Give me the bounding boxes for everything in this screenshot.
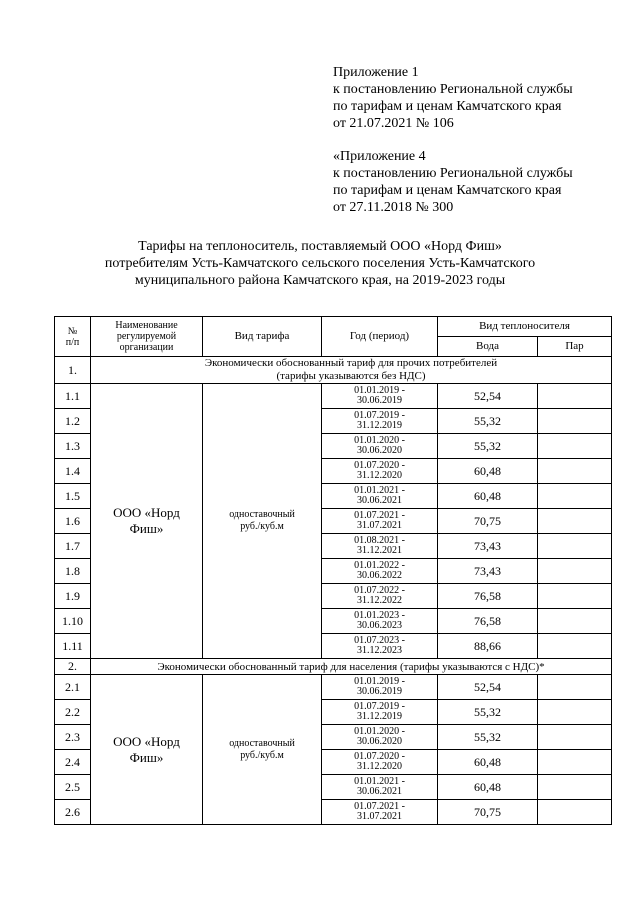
water-tariff-value: 55,32 bbox=[438, 434, 538, 459]
period-cell bbox=[322, 384, 438, 409]
water-tariff-value: 76,58 bbox=[438, 584, 538, 609]
period-cell bbox=[322, 725, 438, 750]
period-to: 31.12.2023 bbox=[357, 645, 402, 656]
title-line: муниципального района Камчатского края, на 2019-2023 годы bbox=[134, 273, 506, 288]
appendix-1-line: от 21.07.2021 № 106 bbox=[333, 116, 454, 131]
period-from: 01.08.2021 - bbox=[354, 535, 405, 546]
steam-tariff-value bbox=[538, 584, 612, 609]
appendix-4-line: к постановлению Региональной службы bbox=[333, 166, 573, 181]
steam-tariff-value bbox=[538, 609, 612, 634]
period-to: 30.06.2022 bbox=[357, 570, 402, 581]
water-tariff-value: 76,58 bbox=[438, 609, 538, 634]
organization-cell bbox=[91, 384, 203, 659]
period-from: 01.01.2020 - bbox=[354, 726, 405, 737]
period-cell bbox=[322, 750, 438, 775]
period-to: 31.12.2021 bbox=[357, 545, 402, 556]
row-num: 1.3 bbox=[55, 434, 91, 459]
row-num: 1.2 bbox=[55, 409, 91, 434]
water-tariff-value: 70,75 bbox=[438, 800, 538, 825]
tariff-unit-line: руб./куб.м bbox=[240, 749, 284, 761]
org-name-line: Фиш» bbox=[129, 749, 164, 765]
row-num: 2.3 bbox=[55, 725, 91, 750]
water-tariff-value: 55,32 bbox=[438, 700, 538, 725]
period-to: 30.06.2020 bbox=[357, 445, 402, 456]
water-tariff-value: 70,75 bbox=[438, 509, 538, 534]
steam-tariff-value bbox=[538, 484, 612, 509]
period-from: 01.01.2019 - bbox=[354, 676, 405, 687]
steam-tariff-value bbox=[538, 559, 612, 584]
period-from: 01.01.2021 - bbox=[354, 485, 405, 496]
period-cell bbox=[322, 634, 438, 659]
period-cell bbox=[322, 775, 438, 800]
header-period: Год (период) bbox=[322, 317, 438, 357]
period-from: 01.01.2019 - bbox=[354, 385, 405, 396]
appendix-4-line: «Приложение 4 bbox=[333, 149, 426, 164]
period-to: 31.12.2020 bbox=[357, 470, 402, 481]
organization-cell bbox=[91, 675, 203, 825]
period-to: 31.12.2019 bbox=[357, 420, 402, 431]
steam-tariff-value bbox=[538, 409, 612, 434]
water-tariff-value: 60,48 bbox=[438, 750, 538, 775]
period-to: 31.12.2022 bbox=[357, 595, 402, 606]
row-num: 1.5 bbox=[55, 484, 91, 509]
section-2-title: Экономически обоснованный тариф для населения (тарифы указываются с НДС)* bbox=[91, 659, 612, 675]
appendix-4-block bbox=[333, 148, 633, 216]
tariff-unit-line: руб./куб.м bbox=[240, 521, 284, 532]
period-cell bbox=[322, 675, 438, 700]
tariff-kind-cell bbox=[203, 675, 322, 825]
water-tariff-value: 60,48 bbox=[438, 459, 538, 484]
table-row bbox=[55, 675, 612, 700]
period-cell bbox=[322, 409, 438, 434]
appendix-4-line: от 27.11.2018 № 300 bbox=[333, 200, 454, 215]
appendix-1-block bbox=[333, 64, 633, 132]
period-from: 01.01.2023 - bbox=[354, 610, 405, 621]
document-title bbox=[60, 238, 580, 289]
period-to: 30.06.2019 bbox=[357, 395, 402, 406]
section-1-title: Экономически обоснованный тариф для прочих потребителей (тарифы указываются без НДС) bbox=[91, 357, 612, 384]
title-line: Тарифы на теплоноситель, поставляемый ООО «Норд Фиш» bbox=[138, 239, 502, 254]
steam-tariff-value bbox=[538, 534, 612, 559]
table-row bbox=[55, 384, 612, 409]
period-cell bbox=[322, 584, 438, 609]
header-num: № п/п bbox=[55, 317, 91, 357]
period-from: 01.07.2019 - bbox=[354, 410, 405, 421]
period-to: 30.06.2019 bbox=[357, 686, 402, 697]
row-num: 1.6 bbox=[55, 509, 91, 534]
period-to: 31.07.2021 bbox=[357, 520, 402, 531]
steam-tariff-value bbox=[538, 634, 612, 659]
period-to: 30.06.2021 bbox=[357, 495, 402, 506]
row-num: 1.9 bbox=[55, 584, 91, 609]
row-num: 1.1 bbox=[55, 384, 91, 409]
tariffs-table bbox=[54, 316, 612, 825]
header-water: Вода bbox=[438, 337, 538, 357]
period-cell bbox=[322, 459, 438, 484]
appendix-1-line: по тарифам и ценам Камчатского края bbox=[333, 99, 562, 114]
tariff-kind-cell bbox=[203, 384, 322, 659]
period-from: 01.01.2021 - bbox=[354, 776, 405, 787]
period-from: 01.07.2021 - bbox=[354, 510, 405, 521]
water-tariff-value: 52,54 bbox=[438, 675, 538, 700]
steam-tariff-value bbox=[538, 675, 612, 700]
period-cell bbox=[322, 509, 438, 534]
row-num: 2.6 bbox=[55, 800, 91, 825]
steam-tariff-value bbox=[538, 434, 612, 459]
row-num: 1.11 bbox=[55, 634, 91, 659]
water-tariff-value: 60,48 bbox=[438, 775, 538, 800]
header-row bbox=[55, 317, 612, 337]
period-from: 01.07.2022 - bbox=[354, 585, 405, 596]
period-cell bbox=[322, 484, 438, 509]
section-1-row bbox=[55, 357, 612, 384]
org-name-line: ООО «Норд bbox=[113, 733, 180, 749]
header-tariff-kind: Вид тарифа bbox=[203, 317, 322, 357]
row-num: 2.4 bbox=[55, 750, 91, 775]
row-num: 1.7 bbox=[55, 534, 91, 559]
header-carrier: Вид теплоносителя bbox=[438, 317, 612, 337]
header-steam: Пар bbox=[538, 337, 612, 357]
period-cell bbox=[322, 609, 438, 634]
period-cell bbox=[322, 534, 438, 559]
period-from: 01.07.2020 - bbox=[354, 460, 405, 471]
tariff-kind-line: одноставочный bbox=[229, 737, 295, 749]
period-from: 01.07.2023 - bbox=[354, 635, 405, 646]
steam-tariff-value bbox=[538, 700, 612, 725]
steam-tariff-value bbox=[538, 725, 612, 750]
period-to: 31.12.2020 bbox=[357, 761, 402, 772]
row-num: 1.8 bbox=[55, 559, 91, 584]
period-to: 30.06.2021 bbox=[357, 786, 402, 797]
period-from: 01.07.2021 - bbox=[354, 801, 405, 812]
row-num: 2.2 bbox=[55, 700, 91, 725]
period-cell bbox=[322, 700, 438, 725]
period-from: 01.07.2020 - bbox=[354, 751, 405, 762]
steam-tariff-value bbox=[538, 384, 612, 409]
period-to: 31.07.2021 bbox=[357, 811, 402, 822]
row-num: 2.5 bbox=[55, 775, 91, 800]
period-cell bbox=[322, 559, 438, 584]
steam-tariff-value bbox=[538, 775, 612, 800]
water-tariff-value: 52,54 bbox=[438, 384, 538, 409]
steam-tariff-value bbox=[538, 459, 612, 484]
org-name-line: ООО «Норд bbox=[113, 505, 180, 520]
water-tariff-value: 88,66 bbox=[438, 634, 538, 659]
section-2-num: 2. bbox=[55, 659, 91, 675]
period-cell bbox=[322, 800, 438, 825]
org-name-line: Фиш» bbox=[129, 521, 164, 536]
water-tariff-value: 73,43 bbox=[438, 534, 538, 559]
appendix-4-line: по тарифам и ценам Камчатского края bbox=[333, 183, 562, 198]
tariff-kind-line: одноставочный bbox=[229, 509, 295, 520]
row-num: 2.1 bbox=[55, 675, 91, 700]
water-tariff-value: 73,43 bbox=[438, 559, 538, 584]
period-to: 30.06.2020 bbox=[357, 736, 402, 747]
steam-tariff-value bbox=[538, 800, 612, 825]
period-from: 01.01.2022 - bbox=[354, 560, 405, 571]
water-tariff-value: 55,32 bbox=[438, 725, 538, 750]
row-num: 1.10 bbox=[55, 609, 91, 634]
steam-tariff-value bbox=[538, 509, 612, 534]
period-to: 30.06.2023 bbox=[357, 620, 402, 631]
period-to: 31.12.2019 bbox=[357, 711, 402, 722]
steam-tariff-value bbox=[538, 750, 612, 775]
header-organization: Наименование регулируемой организации bbox=[91, 317, 203, 357]
section-2-row bbox=[55, 659, 612, 675]
water-tariff-value: 55,32 bbox=[438, 409, 538, 434]
row-num: 1.4 bbox=[55, 459, 91, 484]
period-from: 01.07.2019 - bbox=[354, 701, 405, 712]
period-cell bbox=[322, 434, 438, 459]
section-1-num: 1. bbox=[55, 357, 91, 384]
water-tariff-value: 60,48 bbox=[438, 484, 538, 509]
period-from: 01.01.2020 - bbox=[354, 435, 405, 446]
appendix-1-line: Приложение 1 bbox=[333, 65, 419, 80]
appendix-1-line: к постановлению Региональной службы bbox=[333, 82, 573, 97]
title-line: потребителям Усть-Камчатского сельского поселения Усть-Камчатского bbox=[104, 256, 536, 271]
